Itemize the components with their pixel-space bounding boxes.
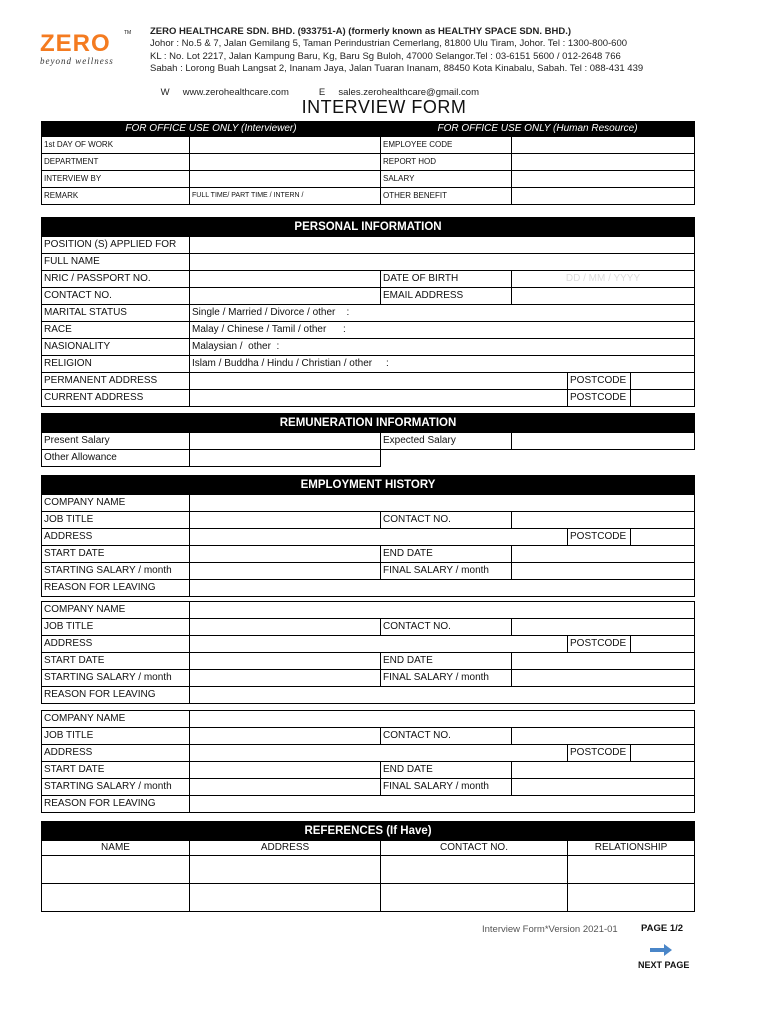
field-start-3[interactable] [190,762,381,779]
label-other-allowance: Other Allowance [42,450,190,467]
field-address-3[interactable] [190,745,568,762]
field-end-1[interactable] [512,546,695,563]
label-address-1: ADDRESS [42,529,190,546]
label-nationality: NASIONALITY [42,339,190,356]
label-start-2: START DATE [42,653,190,670]
label-company-2: COMPANY NAME [42,602,190,619]
label-remark: REMARK [42,188,190,205]
website: W www.zerohealthcare.com [160,87,289,99]
field-permanent-address[interactable] [190,373,568,390]
ref2-name[interactable] [42,884,190,912]
field-religion[interactable]: Islam / Buddha / Hindu / Christian / other : [190,356,695,373]
field-position[interactable] [190,237,695,254]
field-postcode-curr[interactable] [631,390,695,407]
label-contact-2: CONTACT NO. [381,619,512,636]
references-header: REFERENCES (If Have) [42,822,695,841]
page-number: PAGE 1/2 [641,923,684,934]
field-ssal-1[interactable] [190,563,381,580]
address-kl: KL : No. Lot 2217, Jalan Kampung Baru, Kg, Baru Sg Buloh, 47000 Selangor.Tel : 03-6151 5600 / 012-2648 766 [150,50,621,62]
label-race: RACE [42,322,190,339]
label-contact-3: CONTACT NO. [381,728,512,745]
ref-col-contact: CONTACT NO. [381,841,568,856]
ref-col-relationship: RELATIONSHIP [568,841,695,856]
field-nationality[interactable]: Malaysian / other : [190,339,695,356]
office-header-interviewer: FOR OFFICE USE ONLY (Interviewer) [42,122,381,137]
label-position: POSITION (S) APPLIED FOR [42,237,190,254]
label-postcode-curr: POSTCODE [568,390,631,407]
label-contact-1: CONTACT NO. [381,512,512,529]
field-company-1[interactable] [190,495,695,512]
label-job-3: JOB TITLE [42,728,190,745]
label-postcode-perm: POSTCODE [568,373,631,390]
ref1-address[interactable] [190,856,381,884]
label-report-hod: REPORT HOD [381,154,512,171]
ref-col-name: NAME [42,841,190,856]
field-contact[interactable] [190,288,381,305]
field-interview-by[interactable] [190,171,381,188]
field-dob[interactable]: DD / MM / YYYY [512,271,695,288]
logo-wordmark: ZERO [40,30,111,57]
address-sabah: Sabah : Lorong Buah Langsat 2, Inanam Jaya, Jalan Tuaran Inanam, 88450 Kota Kinabalu, Sabah. Tel : 088-431 439 [150,62,644,74]
field-fsal-3[interactable] [512,779,695,796]
field-company-3[interactable] [190,711,695,728]
field-department[interactable] [190,154,381,171]
label-dob: DATE OF BIRTH [381,271,512,288]
label-ssal-1: STARTING SALARY / month [42,563,190,580]
ref2-relationship[interactable] [568,884,695,912]
label-employee-code: EMPLOYEE CODE [381,137,512,154]
label-full-name: FULL NAME [42,254,190,271]
label-ssal-2: STARTING SALARY / month [42,670,190,687]
label-reason-1: REASON FOR LEAVING [42,580,190,597]
label-department: DEPARTMENT [42,154,190,171]
label-company-1: COMPANY NAME [42,495,190,512]
field-job-3[interactable] [190,728,381,745]
field-present-salary[interactable] [190,433,381,450]
field-start-1[interactable] [190,546,381,563]
personal-info-table [41,217,695,407]
form-version: Interview Form*Version 2021-01 [482,924,618,935]
field-email[interactable] [512,288,695,305]
label-company-3: COMPANY NAME [42,711,190,728]
label-end-1: END DATE [381,546,512,563]
company-logo [40,30,140,75]
ref1-contact[interactable] [381,856,568,884]
label-current-address: CURRENT ADDRESS [42,390,190,407]
field-address-1[interactable] [190,529,568,546]
label-reason-3: REASON FOR LEAVING [42,796,190,813]
ref2-contact[interactable] [381,884,568,912]
field-salary[interactable] [512,171,695,188]
employment-header: EMPLOYMENT HISTORY [42,476,695,495]
field-nric[interactable] [190,271,381,288]
label-address-2: ADDRESS [42,636,190,653]
label-fsal-1: FINAL SALARY / month [381,563,512,580]
ref1-name[interactable] [42,856,190,884]
label-other-benefit: OTHER BENEFIT [381,188,512,205]
label-start-3: START DATE [42,762,190,779]
field-reason-2[interactable] [190,687,695,704]
company-name: ZERO HEALTHCARE SDN. BHD. (933751-A) (formerly known as HEALTHY SPACE SDN. BHD.) [150,26,572,37]
label-postcode-2: POSTCODE [568,636,631,653]
ref-col-address: ADDRESS [190,841,381,856]
references-table [41,821,695,912]
label-contact: CONTACT NO. [42,288,190,305]
email: E sales.zerohealthcare@gmail.com [318,87,479,99]
personal-info-header: PERSONAL INFORMATION [42,218,695,237]
employment-block-3 [41,710,695,813]
field-start-2[interactable] [190,653,381,670]
field-fsal-1[interactable] [512,563,695,580]
label-religion: RELIGION [42,356,190,373]
label-present-salary: Present Salary [42,433,190,450]
label-salary: SALARY [381,171,512,188]
field-ssal-3[interactable] [190,779,381,796]
label-start-1: START DATE [42,546,190,563]
field-race[interactable]: Malay / Chinese / Tamil / other : [190,322,695,339]
label-permanent-address: PERMANENT ADDRESS [42,373,190,390]
field-first-day[interactable] [190,137,381,154]
field-address-2[interactable] [190,636,568,653]
field-contact-2[interactable] [512,619,695,636]
field-contact-3[interactable] [512,728,695,745]
field-postcode-2[interactable] [631,636,695,653]
field-ssal-2[interactable] [190,670,381,687]
field-postcode-1[interactable] [631,529,695,546]
label-address-3: ADDRESS [42,745,190,762]
field-other-allowance[interactable] [190,450,381,467]
next-page-arrow-icon[interactable] [650,944,672,956]
logo-trademark: TM [124,30,132,36]
field-postcode-perm[interactable] [631,373,695,390]
label-expected-salary: Expected Salary [381,433,512,450]
field-company-2[interactable] [190,602,695,619]
field-end-3[interactable] [512,762,695,779]
employment-block-2 [41,601,695,704]
employment-history-table [41,475,695,597]
label-job-1: JOB TITLE [42,512,190,529]
label-email: EMAIL ADDRESS [381,288,512,305]
ref2-address[interactable] [190,884,381,912]
label-fsal-2: FINAL SALARY / month [381,670,512,687]
label-marital: MARITAL STATUS [42,305,190,322]
label-postcode-3: POSTCODE [568,745,631,762]
office-header-hr: FOR OFFICE USE ONLY (Human Resource) [381,122,695,137]
label-end-3: END DATE [381,762,512,779]
label-first-day: 1st DAY OF WORK [42,137,190,154]
field-marital[interactable]: Single / Married / Divorce / other : [190,305,695,322]
label-fsal-3: FINAL SALARY / month [381,779,512,796]
field-job-1[interactable] [190,512,381,529]
label-interview-by: INTERVIEW BY [42,171,190,188]
logo-tagline: beyond wellness [40,56,114,66]
remuneration-header: REMUNERATION INFORMATION [42,414,695,433]
field-contact-1[interactable] [512,512,695,529]
field-expected-salary[interactable] [512,433,695,450]
field-job-2[interactable] [190,619,381,636]
field-end-2[interactable] [512,653,695,670]
address-johor: Johor : No.5 & 7, Jalan Gemilang 5, Taman Perindustrian Cemerlang, 81800 Ulu Tiram, Johor. Tel : 1300-800-600 [150,38,628,50]
label-postcode-1: POSTCODE [568,529,631,546]
field-employee-code[interactable] [512,137,695,154]
office-use-table [41,121,695,205]
field-other-benefit[interactable] [512,188,695,205]
field-postcode-3[interactable] [631,745,695,762]
field-current-address[interactable] [190,390,568,407]
field-full-name[interactable] [190,254,695,271]
form-title: INTERVIEW FORM [301,97,467,117]
ref1-relationship[interactable] [568,856,695,884]
field-fsal-2[interactable] [512,670,695,687]
label-nric: NRIC / PASSPORT NO. [42,271,190,288]
field-reason-3[interactable] [190,796,695,813]
field-report-hod[interactable] [512,154,695,171]
label-reason-2: REASON FOR LEAVING [42,687,190,704]
label-ssal-3: STARTING SALARY / month [42,779,190,796]
remuneration-table [41,413,695,467]
field-reason-1[interactable] [190,580,695,597]
next-page-link[interactable]: NEXT PAGE [638,960,690,970]
label-end-2: END DATE [381,653,512,670]
field-remark[interactable]: FULL TIME/ PART TIME / INTERN / [190,188,381,205]
label-job-2: JOB TITLE [42,619,190,636]
